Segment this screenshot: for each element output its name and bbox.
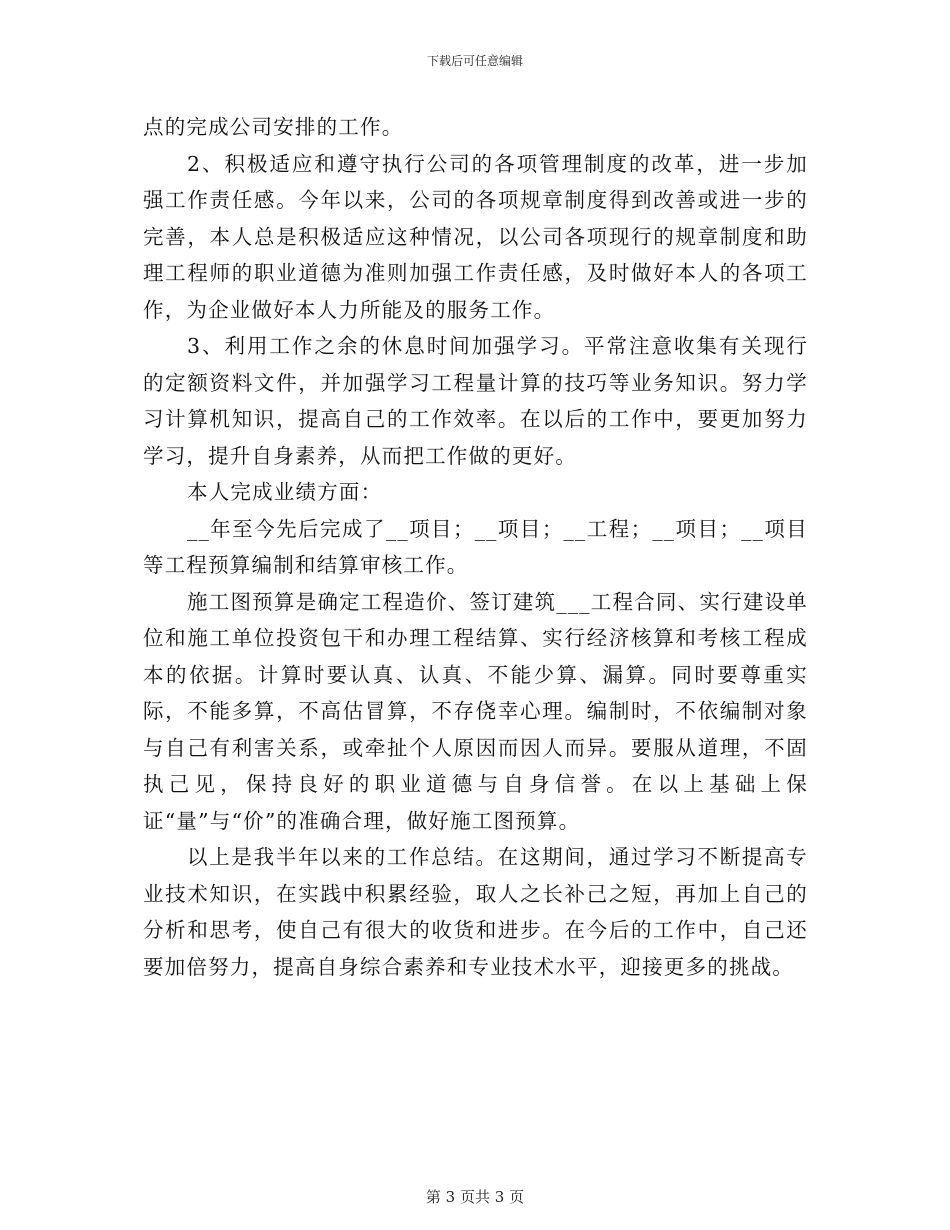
paragraph-continuation: 点的完成公司安排的工作。	[143, 115, 404, 139]
paragraph-projects: __年至今先后完成了__项目；__项目；__工程；__项目；__项目等工程预算编制和结算审核工作。	[143, 516, 808, 577]
paragraph-performance-heading: 本人完成业绩方面：	[187, 480, 383, 504]
paragraph-budget: 施工图预算是确定工程造价、签订建筑___工程合同、实行建设单位和施工单位投资包干和办理工程结算、实行经济核算和考核工程成本的依据。计算时要认真、认真、不能少算、漏算。同时要尊重实际，不能多算，不高估冒算，不存侥幸心理。编制时，不依编制对象与自己有利害关系，或牵扯个人原因而因人而异。要服从道理，不固执己见，保持良好的职业道德与自身信誉。在以上基础上保证“量”与“价”的准确合理，做好施工图预算。	[143, 589, 808, 833]
page-footer: 第 3 页共 3 页	[425, 1188, 525, 1206]
document-body	[143, 109, 808, 985]
paragraph-item-2: 2、积极适应和遵守执行公司的各项管理制度的改革，进一步加强工作责任感。今年以来，公司的各项规章制度得到改善或进一步的完善，本人总是积极适应这种情况，以公司各项现行的规章制度和助理工程师的职业道德为准则加强工作责任感，及时做好本人的各项工作，为企业做好本人力所能及的服务工作。	[143, 151, 808, 322]
paragraph-summary: 以上是我半年以来的工作总结。在这期间，通过学习不断提高专业技术知识，在实践中积累经验，取人之长补己之短，再加上自己的分析和思考，使自己有很大的收货和进步。在今后的工作中，自己还要加倍努力，提高自身综合素养和专业技术水平，迎接更多的挑战。	[143, 845, 808, 979]
page-header: 下载后可任意编辑	[426, 54, 523, 68]
paragraph-item-3: 3、利用工作之余的休息时间加强学习。平常注意收集有关现行的定额资料文件，并加强学习工程量计算的技巧等业务知识。努力学习计算机知识，提高自己的工作效率。在以后的工作中，要更加努力学习，提升自身素养，从而把工作做的更好。	[143, 334, 808, 468]
